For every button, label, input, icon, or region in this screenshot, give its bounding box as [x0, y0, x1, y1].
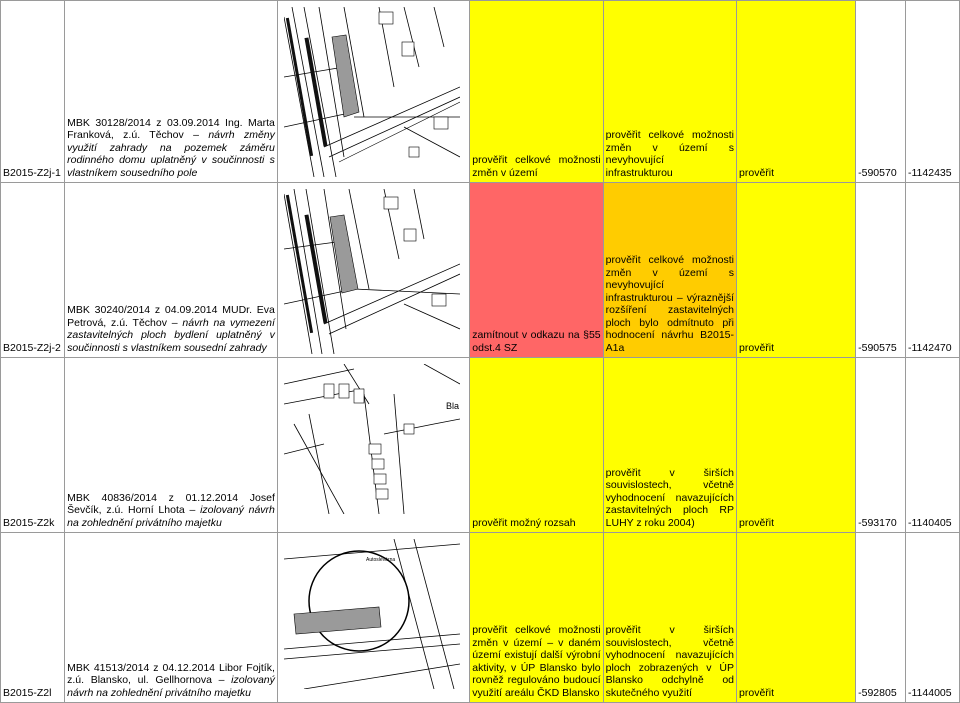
assessment-a: prověřit celkové možnosti změn v území – v daném území existují další výrobní aktivity, v ÚP Blansko bylo rovněž regulováno budoucí využití areálu ČKD Blansko — [470, 533, 603, 703]
assessment-c: prověřit — [737, 533, 856, 703]
cadastral-map — [284, 364, 460, 514]
map-label: Autoslévárna — [365, 557, 396, 563]
cadastral-map — [284, 189, 460, 354]
coord-y: -1144005 — [906, 533, 960, 703]
description-text: MBK 41513/2014 z 04.12.2014 Libor Fojtík, z.ú. Blansko, ul. Gellhornova – — [67, 661, 275, 686]
assessment-a: prověřit celkové možnosti změn v území — [470, 1, 603, 183]
coord-y: -1142470 — [906, 183, 960, 358]
row-id: B2015-Z2j-1 — [1, 1, 65, 183]
assessment-b: prověřit celkové možnosti změn v území s nevyhovující infrastrukturou – výraznější rozšíření zastavitelných ploch bylo odmítnuto při hodnocení návrhu B2015-A1a — [603, 183, 736, 358]
coord-x: -590575 — [856, 183, 906, 358]
table-row — [1, 533, 960, 703]
description-text: MBK 40836/2014 z 01.12.2014 Josef Ševčík, z.ú. Horní Lhota – — [67, 491, 275, 516]
assessment-c: prověřit — [737, 183, 856, 358]
coord-y: -1140405 — [906, 358, 960, 533]
description-text: MBK 30128/2014 z 03.09.2014 Ing. Marta Franková, z.ú. Těchov – — [67, 116, 275, 141]
description-italic: návrh na vymezení zastavitelných ploch bydlení uplatněný v součinnosti s vlastníkem sousední zahrady — [67, 316, 275, 354]
table-row — [1, 183, 960, 358]
coord-x: -590570 — [856, 1, 906, 183]
map-cell — [277, 183, 469, 358]
row-id: B2015-Z2l — [1, 533, 65, 703]
map-cell — [277, 1, 469, 183]
cadastral-map-drawing — [284, 539, 460, 689]
map-label: Bla — [445, 401, 459, 411]
map-cell — [277, 358, 469, 533]
row-id: B2015-Z2j-2 — [1, 183, 65, 358]
assessment-c: prověřit — [737, 358, 856, 533]
assessment-a: prověřit možný rozsah — [470, 358, 603, 533]
row-id: B2015-Z2k — [1, 358, 65, 533]
cadastral-map-drawing — [284, 189, 460, 354]
row-description — [65, 533, 278, 703]
table-row — [1, 358, 960, 533]
assessment-b: prověřit v širších souvislostech, včetně vyhodnocení navazujících zastavitelných ploch RP LUHY z roku 2004) — [603, 358, 736, 533]
map-cell — [277, 533, 469, 703]
table-row — [1, 1, 960, 183]
cadastral-map — [284, 7, 460, 177]
coord-x: -593170 — [856, 358, 906, 533]
assessment-b: prověřit celkové možnosti změn v území s nevyhovující infrastrukturou — [603, 1, 736, 183]
cadastral-map-drawing — [284, 7, 460, 177]
description-text: MBK 30240/2014 z 04.09.2014 MUDr. Eva Petrová, z.ú. Těchov – — [67, 304, 275, 329]
description-italic: izolovaný návrh na zohlednění privátního majetku — [67, 504, 275, 529]
description-italic: návrh změny využití zahrady na pozemek záměru rodinného domu uplatněný v součinnosti s vlastníkem sousedního pole — [67, 129, 275, 179]
cadastral-map — [284, 539, 460, 689]
description-italic: izolovaný návrh na zohlednění privátního majetku — [67, 674, 275, 699]
cadastral-map-drawing — [284, 364, 460, 514]
assessment-c: prověřit — [737, 1, 856, 183]
assessment-b: prověřit v širších souvislostech, včetně vyhodnocení navazujících ploch zobrazených v ÚP Blansko odchylně od skutečného využití — [603, 533, 736, 703]
assessment-a: zamítnout v odkazu na §55 odst.4 SZ — [470, 183, 603, 358]
row-description — [65, 1, 278, 183]
row-description — [65, 358, 278, 533]
row-description — [65, 183, 278, 358]
coord-y: -1142435 — [906, 1, 960, 183]
coord-x: -592805 — [856, 533, 906, 703]
